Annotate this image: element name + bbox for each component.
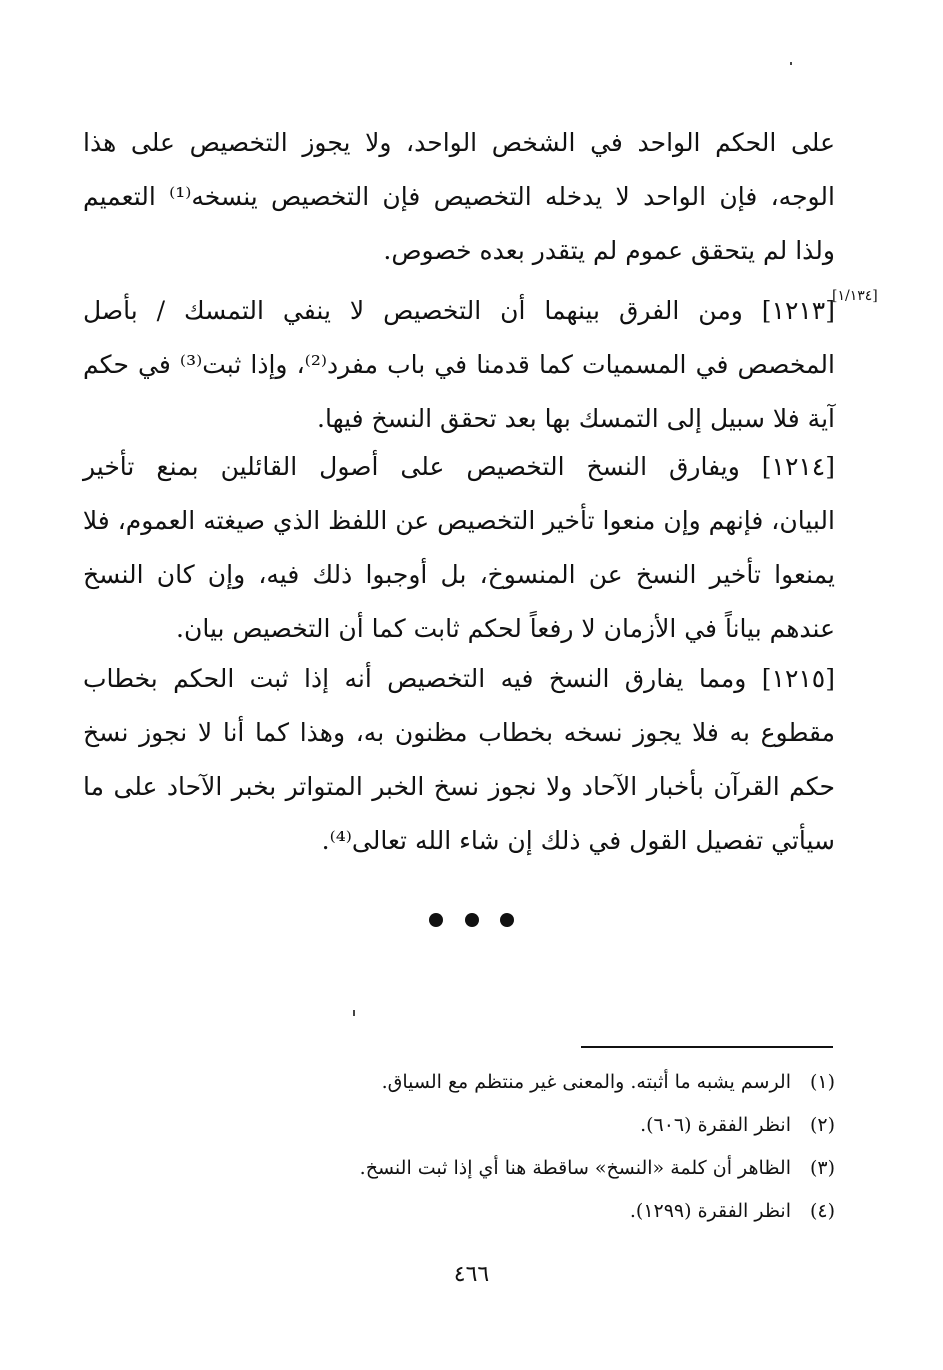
text-line: على الحكم الواحد في الشخص الواحد، ولا يجوز التخصيص على هذا [83, 128, 835, 157]
paragraph-1214 [83, 440, 835, 656]
footnote-number: (٣) [809, 1157, 835, 1179]
text-line: عندهم بياناً في الأزمان لا رفعاً لحكم ثابت كما أن التخصيص بيان. [176, 614, 835, 643]
page-number: ٤٦٦ [453, 1262, 490, 1287]
paragraph-1213 [83, 284, 835, 446]
text-line: يمنعوا تأخير النسخ عن المنسوخ، بل أوجبوا ذلك فيه، وإن كان النسخ [83, 560, 835, 589]
paragraph-1215 [83, 652, 835, 868]
text-line: حكم القرآن بأخبار الآحاد ولا نجوز نسخ الخبر المتواتر بخبر الآحاد على ما [83, 772, 835, 801]
footnote-number: (٢) [809, 1114, 835, 1136]
text-line: البيان، فإنهم وإن منعوا تأخير التخصيص عن اللفظ الذي صيغته العموم، فلا [82, 506, 835, 535]
text-line: [١٢١٤] ويفارق النسخ التخصيص على أصول القائلين بمنع تأخير [83, 452, 835, 481]
paragraph-continuation [83, 116, 835, 278]
divider-dot-icon [500, 913, 514, 927]
footnotes [235, 1064, 835, 1236]
footnote-text: انظر الفقرة (٦٠٦). [640, 1114, 791, 1136]
footnote-1 [235, 1064, 835, 1107]
text-line: مقطوع به فلا يجوز نسخه بخطاب مظنون به، وهذا كما أنا لا نجوز نسخ [83, 718, 835, 747]
footnote-3 [235, 1150, 835, 1193]
footnote-text: انظر الفقرة (١٢٩٩). [629, 1200, 791, 1222]
scan-speck [790, 62, 792, 65]
text-line: [١٢١٣] ومن الفرق بينهما أن التخصيص لا ينفي التمسك / بأصل [83, 296, 835, 325]
section-divider [0, 912, 943, 931]
text-line: ولذا لم يتحقق عموم لم يتقدر بعده خصوص. [383, 236, 835, 265]
text-line: الوجه، فإن الواحد لا يدخله التخصيص فإن التخصيص ينسخه⁽¹⁾ التعميم [83, 182, 835, 211]
text-line: آية فلا سبيل إلى التمسك بها بعد تحقق النسخ فيها. [317, 404, 835, 433]
footnote-text: الظاهر أن كلمة «النسخ» ساقطة هنا أي إذا ثبت النسخ. [359, 1157, 791, 1179]
footnote-2 [235, 1107, 835, 1150]
scan-speck [353, 1010, 355, 1016]
footnote-4 [235, 1193, 835, 1236]
text-line: المخصص في المسميات كما قدمنا في باب مفرد⁽²⁾، وإذا ثبت⁽³⁾ في حكم [83, 350, 835, 379]
footnote-separator [581, 1046, 833, 1048]
text-line: سيأتي تفصيل القول في ذلك إن شاء الله تعالى⁽⁴⁾. [321, 826, 835, 855]
divider-dot-icon [429, 913, 443, 927]
footnote-text: الرسم يشبه ما أثبته. والمعنى غير منتظم مع السياق. [381, 1071, 791, 1093]
margin-page-reference: [١/١٣٤] [832, 288, 878, 304]
footnote-number: (١) [809, 1071, 835, 1093]
text-line: [١٢١٥] ومما يفارق النسخ فيه التخصيص أنه إذا ثبت الحكم بخطاب [83, 664, 835, 693]
divider-dot-icon [465, 913, 479, 927]
footnote-number: (٤) [809, 1200, 835, 1222]
